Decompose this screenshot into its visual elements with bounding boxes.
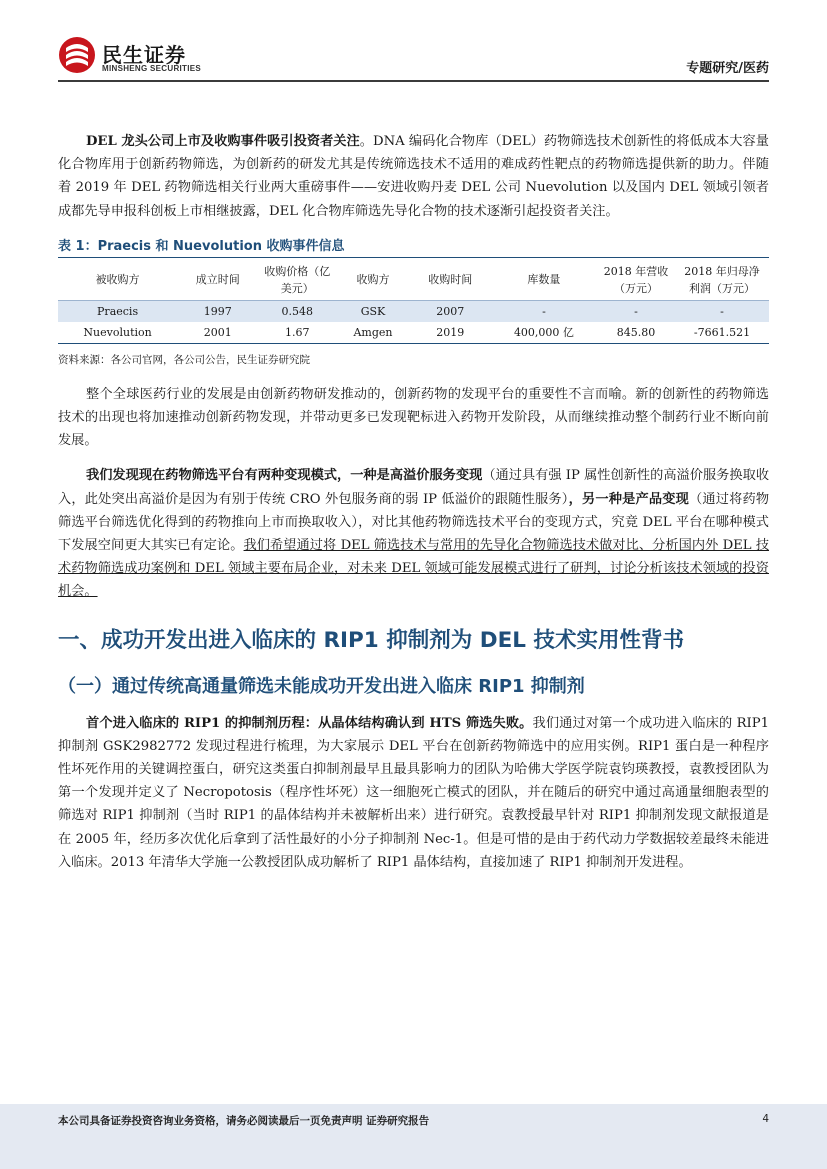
table-cell: 2007 — [410, 300, 491, 322]
header-divider — [58, 80, 769, 82]
page-number: 4 — [762, 1113, 769, 1125]
table-header-row — [58, 260, 769, 301]
table-header-cell: 成立时间 — [177, 260, 258, 301]
table-cell: 400,000 亿 — [491, 322, 597, 344]
table-cell: Praecis — [58, 300, 177, 322]
monetization-text-2: （通过将药物筛选平台筛选优化得到的药物推向上市而换取收入），对比其他药物筛选技术平台的变现方式，究竟 DEL 平台在哪种模式下发展空间更大其实已有定论。 — [58, 491, 770, 554]
table-cell: 845.80 — [597, 322, 675, 344]
table-header-cell: 库数量 — [491, 260, 597, 301]
minsheng-logo-icon — [58, 36, 96, 74]
table-cell: 1997 — [177, 300, 258, 322]
table-cell: 2001 — [177, 322, 258, 344]
rip1-text: 我们通过对第一个成功进入临床的 RIP1 抑制剂 GSK2982772 发现过程进行梳理，为大家展示 DEL 平台在创新药物筛选中的应用实例。RIP1 蛋白是一种程序性坏死作用的关键调控蛋白，研究这类蛋白抑制剂最早且最具影响力的团队为哈佛大学医学院袁钧瑛教授，袁教授团队为第一个发现并定义了 Necropotosis（程序性坏死）这一细胞死亡模式的团队，并在随后的研究中通过高通量细胞表型的筛选对 RIP1 抑制剂（当时 RIP1 的晶体结构并未被解析出来）进行研究。袁教授最早针对 RIP1 抑制剂发现文献报道是在 2005 年，经历多次优化后拿到了活性最好的小分子抑制剂 Nec-1。但是可惜的是由于药代动力学数据较差最终未能进入临床。2013 年清华大学施一公教授团队成功解析了 RIP1 晶体结构，直接加速了 RIP1 抑制剂开发进程。 — [58, 715, 769, 870]
intro-lead: DEL 龙头公司上市及收购事件吸引投资者关注 — [86, 134, 360, 149]
monetization-lead: 我们发现现在药物筛选平台有两种变现模式，一种是高溢价服务变现 — [86, 468, 483, 484]
table-cell: - — [597, 300, 675, 322]
table-header-cell: 收购方 — [336, 260, 409, 301]
logo-english-name: MINSHENG SECURITIES — [102, 64, 202, 73]
footer-disclaimer: 本公司具备证券投资咨询业务资格，请务必阅读最后一页免责声明 证券研究报告 — [58, 1115, 430, 1127]
table-title: 表 1：Praecis 和 Nuevolution 收购事件信息 — [58, 235, 769, 258]
table-cell: Nuevolution — [58, 322, 177, 344]
table-row — [58, 322, 769, 344]
acquisition-table — [58, 260, 769, 344]
monetization-second-mode: ，另一种是产品变现 — [568, 491, 689, 507]
rip1-paragraph — [58, 712, 769, 874]
table-cell: 0.548 — [258, 300, 336, 322]
table-cell: - — [491, 300, 597, 322]
logo-chinese-name: 民生证券 — [102, 43, 186, 67]
intro-paragraph — [58, 130, 769, 223]
table-cell: -7661.521 — [675, 322, 769, 344]
section-heading: 一、成功开发出进入临床的 RIP1 抑制剂为 DEL 技术实用性背书 — [58, 627, 684, 653]
table-header-cell: 2018 年营收（万元） — [597, 260, 675, 301]
table-cell: 2019 — [410, 322, 491, 344]
table-cell: GSK — [336, 300, 409, 322]
table-cell: - — [675, 300, 769, 322]
industry-paragraph: 整个全球医药行业的发展是由创新药物研发推动的，创新药物的发现平台的重要性不言而喻。新的创新性的药物筛选技术的出现也将加速推动创新药物发现，并带动更多已发现靶标进入药物开发阶段，从而继续推动整个制药行业不断向前发展。 — [58, 386, 769, 449]
rip1-lead: 首个进入临床的 RIP1 的抑制剂历程：从晶体结构确认到 HTS 筛选失败。 — [86, 715, 533, 731]
table-header-cell: 被收购方 — [58, 260, 177, 301]
intro-text: 。DNA 编码化合物库（DEL）药物筛选技术创新性的将低成本大容量化合物库用于创新药物筛选，为创新药的研发尤其是传统筛选技术不适用的难成药性靶点的药物筛选提供新的助力。伴随着 2019 年 DEL 药物筛选相关行业两大重磅事件——安进收购丹麦 DEL 公司 Nuevolution 以及国内 DEL 领域引领者成都先导申报科创板上市相继披露，DEL 化合物库筛选先导化合物的技术逐渐引起投资者关注。 — [58, 134, 769, 219]
table-source-note: 资料来源：各公司官网，各公司公告，民生证券研究院 — [58, 353, 310, 366]
monetization-underlined-text: 我们希望通过将 DEL 筛选技术与常用的先导化合物筛选技术做对比、分析国内外 DEL 技术药物筛选成功案例和 DEL 领域主要布局企业，对未来 DEL 领域可能发展模式进行了研判，讨论分析该技术领域的投资机会。 — [58, 538, 770, 600]
page-footer — [0, 1104, 827, 1169]
table-cell: Amgen — [336, 322, 409, 344]
subsection-heading: （一）通过传统高通量筛选未能成功开发出进入临床 RIP1 抑制剂 — [58, 675, 585, 697]
report-category: 专题研究/医药 — [686, 61, 769, 76]
table-header-cell: 2018 年归母净利润（万元） — [675, 260, 769, 301]
table-header-cell: 收购时间 — [410, 260, 491, 301]
monetization-text-1: （通过具有强 IP 属性创新性的高溢价服务换取收入，此处突出高溢价是因为有别于传统 CRO 外包服务商的弱 IP 低溢价的跟随性服务） — [58, 468, 770, 507]
monetization-paragraph — [58, 464, 769, 603]
table-cell: 1.67 — [258, 322, 336, 344]
table-header-cell: 收购价格（亿美元） — [258, 260, 336, 301]
company-logo — [58, 36, 218, 76]
page-header — [0, 0, 827, 82]
table-row — [58, 300, 769, 322]
main-content — [58, 130, 769, 886]
